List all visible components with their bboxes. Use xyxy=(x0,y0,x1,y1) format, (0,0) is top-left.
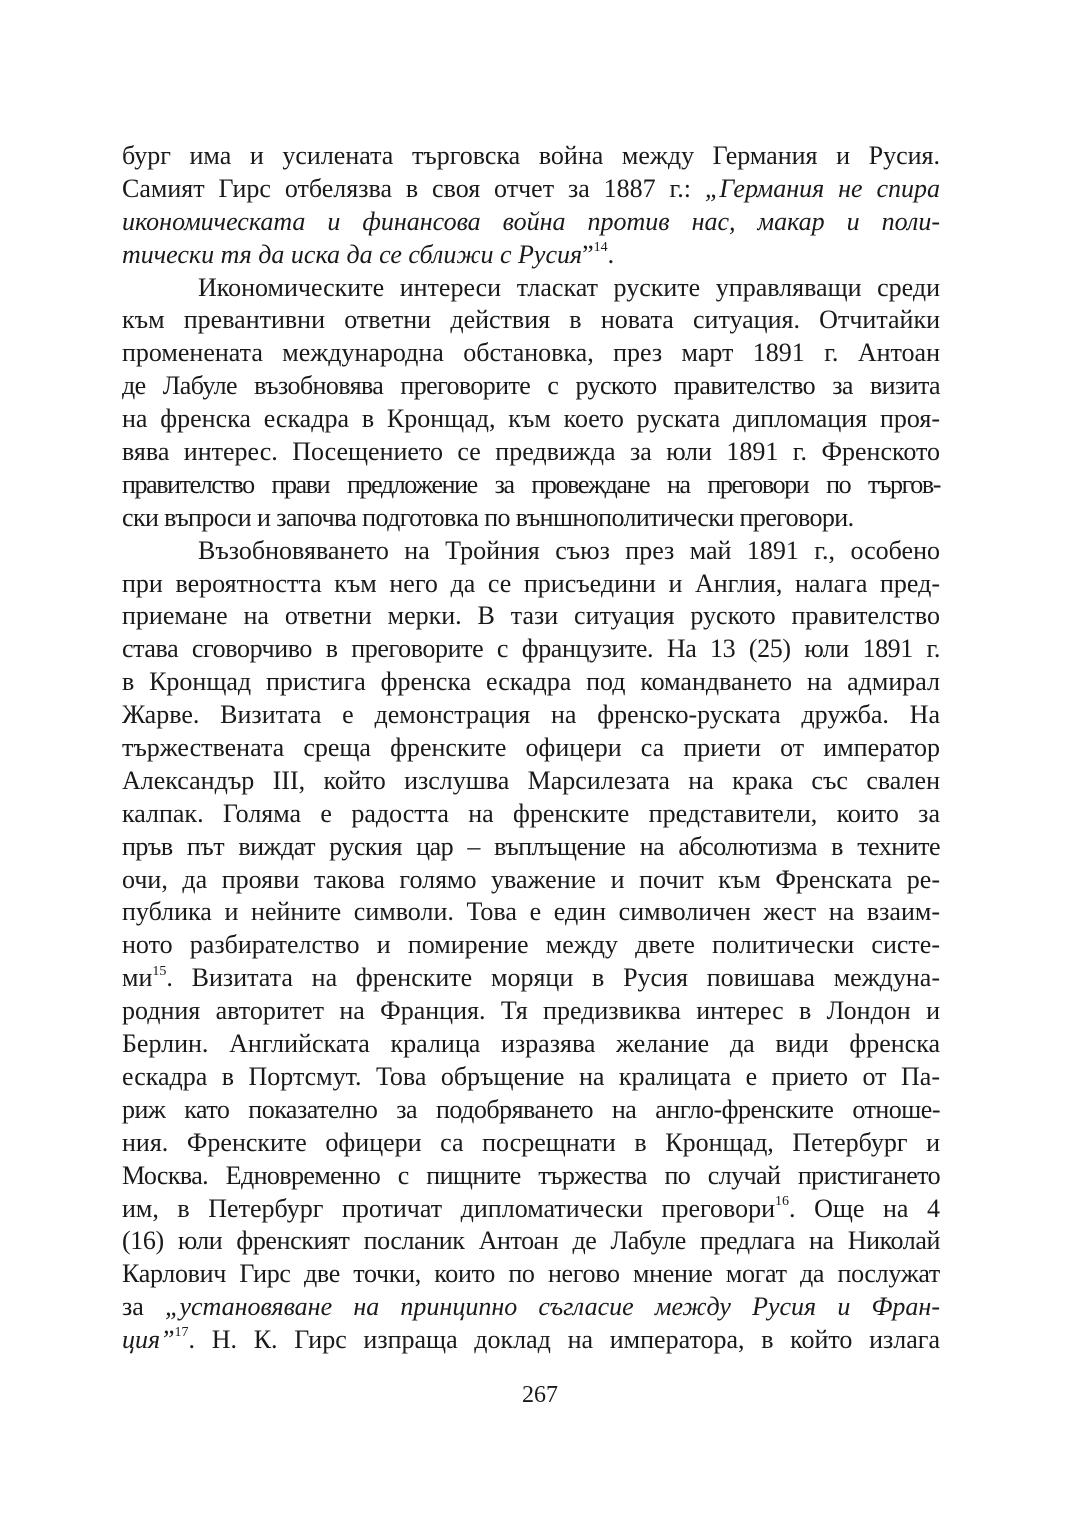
text-line: приемане на ответни мерки. В тази ситуация руското правителство xyxy=(122,601,940,631)
text-line: Александър III, който изслушва Марсилезата на крака със свален xyxy=(122,765,940,795)
text-line: към превантивни ответни действия в новата ситуация. Отчитайки xyxy=(122,305,940,335)
text-line: ция”$^{17}$. Н. К. Гирс изпраща доклад на императора, в който излага xyxy=(122,1325,940,1355)
footnote-ref-15: 15 xyxy=(152,963,167,979)
text-line: тържествената среща френските офицери са приети от император xyxy=(122,733,940,763)
text-line: пръв път виждат руския цар – въплъщение на абсолютизма в техните xyxy=(122,831,940,861)
text-line: Москва. Едновременно с пищните тържества по случай пристигането xyxy=(122,1160,940,1190)
text-line: де Лабуле възобновява преговорите с руското правителство за визита xyxy=(122,371,940,401)
footnote-ref-14: 14 xyxy=(593,240,608,256)
text-line: им, в Петербург протичат дипломатически преговори$^{16}$. Още на 4 xyxy=(122,1193,940,1223)
paragraph-3 xyxy=(122,535,940,1357)
text-line: (16) юли френският посланик Антоан де Лабуле предлага на Николай xyxy=(122,1226,940,1256)
text-line: при вероятността към него да се присъедини и Англия, налага пред- xyxy=(122,568,940,598)
text-line: ескадра в Портсмут. Това обръщение на кралицата е прието от Па- xyxy=(122,1061,940,1091)
text-line: става сговорчиво в преговорите с французите. На 13 (25) юли 1891 г. xyxy=(122,634,940,664)
text-line: тически тя да иска да се сближи с Русия”$^{14}$. xyxy=(122,239,615,269)
text-line: $ми^{15}$. Визитата на френските моряци в Русия повишава междуна- xyxy=(122,963,940,993)
footnote-ref-17: 17 xyxy=(174,1325,189,1341)
paragraph-1 xyxy=(122,140,940,272)
text-line: икономическата и финансова война против нас, макар и поли- xyxy=(122,206,940,236)
text-line: за „установяване на принципно съгласие между Русия и Фран- xyxy=(122,1292,940,1322)
text-line: Самият Гирс отбелязва в своя отчет за 1887 г.: „Германия не спира xyxy=(122,173,940,203)
text-line: бург има и усилената търговска война между Германия и Русия. xyxy=(122,141,940,170)
paragraph-2 xyxy=(122,272,940,535)
text-line: Берлин. Английската кралица изразява желание да види френска xyxy=(122,1029,940,1059)
text-line: на френска ескадра в Кронщад, към което руската дипломация проя- xyxy=(122,404,940,434)
text-line: Карлович Гирс две точки, които по негово мнение могат да послужат xyxy=(122,1259,940,1289)
text-line: ски въпроси и започва подготовка по външнополитически преговори. xyxy=(122,502,854,532)
page-number: 267 xyxy=(522,1382,558,1408)
text-line: вява интерес. Посещението се предвижда за юли 1891 г. Френското xyxy=(122,437,940,467)
text-line: в Кронщад пристига френска ескадра под командването на адмирал xyxy=(122,667,940,697)
text-line: Икономическите интереси тласкат руските управляващи среди xyxy=(198,272,940,302)
text-line: очи, да прояви такова голямо уважение и почит към Френската ре- xyxy=(122,864,940,894)
body-text xyxy=(122,140,940,1357)
text-line: публика и нейните символи. Това е един символичен жест на взаим- xyxy=(122,897,940,927)
text-line: правителство прави предложение за провеждане на преговори по търгов- xyxy=(122,469,940,499)
text-line: Жарве. Визитата е демонстрация на френско-руската дружба. На xyxy=(122,700,940,730)
text-line: променената международна обстановка, през март 1891 г. Антоан xyxy=(122,338,940,368)
text-line: калпак. Голяма е радостта на френските представители, които за xyxy=(122,798,940,828)
text-line: ното разбирателство и помирение между двете политически систе- xyxy=(122,930,940,960)
text-line: Възобновяването на Тройния съюз през май 1891 г., особено xyxy=(198,535,940,565)
text-line: ния. Френските офицери са посрещнати в Кронщад, Петербург и xyxy=(122,1127,940,1157)
text-line: родния авторитет на Франция. Тя предизвиква интерес в Лондон и xyxy=(122,996,940,1026)
footnote-ref-16: 16 xyxy=(775,1193,790,1209)
text-line: риж като показателно за подобряването на англо-френските отноше- xyxy=(122,1094,940,1124)
